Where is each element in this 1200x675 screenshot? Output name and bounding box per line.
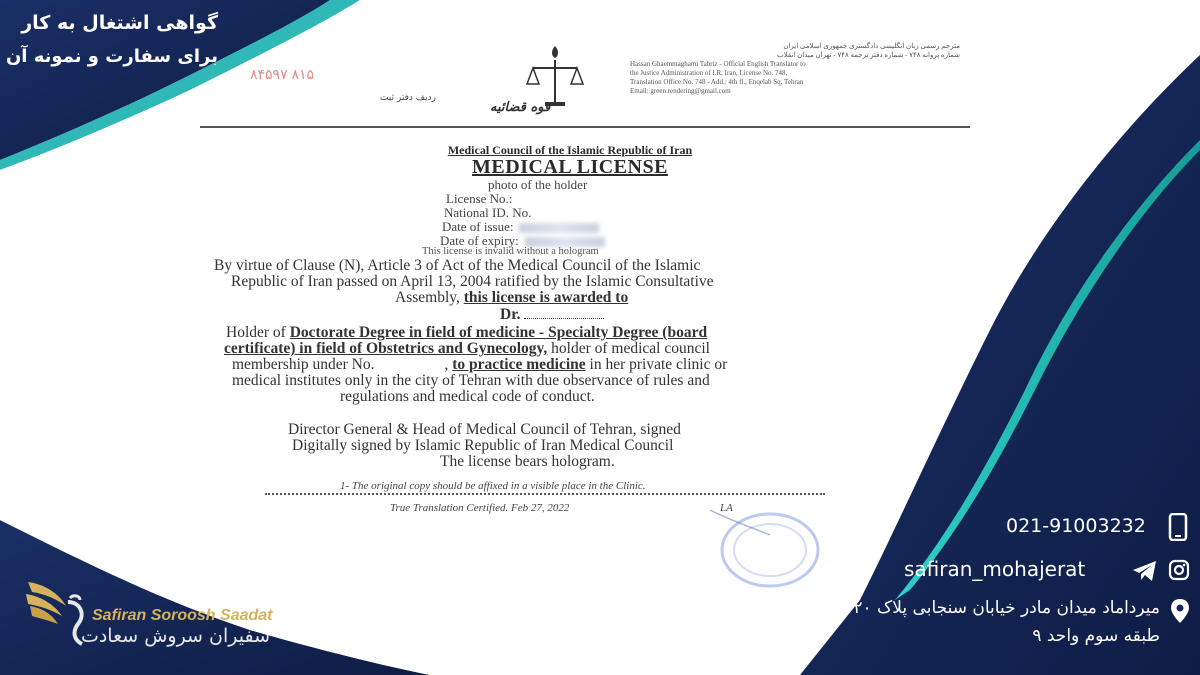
para1-line2: Republic of Iran passed on April 13, 2004 ratified by the Islamic Consultative	[231, 273, 714, 290]
address-line2: طبقه سوم واحد ۹	[1032, 626, 1160, 646]
license-no-label: License No.:	[446, 191, 513, 206]
sign-line1: Director General & Head of Medical Council of Tehran, signed	[288, 421, 681, 438]
para2-line1	[226, 325, 707, 341]
translator-line: the Justice Administration of I.R. Iran, License No. 748,	[630, 69, 788, 77]
para2-line3	[232, 357, 727, 373]
translator-line: Translation Office No. 748 - Add.: 4th fl., Enqelab Sq, Tehran	[630, 78, 804, 86]
medical-license-document	[190, 0, 990, 675]
date-of-issue-label: Date of issue:	[442, 219, 514, 234]
private-clinic: in her private clinic or	[589, 356, 728, 373]
para1-line3	[395, 290, 628, 306]
phone-icon	[1168, 513, 1188, 541]
awarded-phrase: this license is awarded to	[463, 289, 629, 306]
degree-text: Doctorate Degree in field of medicine - Specialty Degree (board	[289, 324, 708, 341]
specialty-text: certificate) in field of Obstetrics and Gynecology,	[224, 340, 548, 357]
banner-title-line2: برای سفارت و نمونه آن	[5, 46, 218, 67]
dr-label: Dr.	[500, 306, 521, 323]
stamp-number: ۸۴۵۹۷ ۸۱۵	[250, 66, 315, 82]
iran-emblem-icon	[552, 46, 558, 58]
judiciary-name: قوه قضائیه	[490, 100, 551, 115]
sign-line2: Digitally signed by Islamic Republic of Iran Medical Council	[292, 437, 674, 454]
hologram-note: This license is invalid without a hologram	[422, 246, 599, 257]
brand-name-fa: سفیران سروش سعادت	[80, 625, 270, 647]
dotted-divider	[265, 493, 825, 495]
translator-line: Email: green.rendering@gmail.com	[630, 87, 731, 95]
para2-line2	[224, 341, 710, 357]
para2-line5: regulations and medical code of conduct.	[340, 388, 595, 405]
official-stamp-icon	[710, 505, 820, 595]
redacted-date	[519, 223, 599, 233]
sign-line3: The license bears hologram.	[440, 453, 615, 470]
brand-name-en: Safiran Soroosh Saadat	[92, 607, 273, 624]
national-id-text: National ID. No.	[444, 205, 532, 220]
phone-number[interactable]: 021-91003232	[1006, 515, 1146, 537]
register-label: ردیف دفتر ثبت	[380, 93, 436, 103]
certified-note: True Translation Certified. Feb 27, 2022	[390, 502, 570, 514]
practice-text: to practice medicine	[452, 356, 586, 373]
instagram-icon[interactable]	[1168, 559, 1190, 581]
date-of-expiry-label: Date of expiry:	[440, 233, 519, 248]
social-handle[interactable]: safiran_mohajerat	[904, 557, 1086, 581]
photo-label: photo of the holder	[488, 177, 588, 192]
location-pin-icon	[1170, 598, 1190, 624]
header-divider	[200, 126, 970, 128]
footnote: 1- The original copy should be affixed in a visible place in the Clinic.	[340, 480, 646, 492]
holder-of: Holder of	[226, 324, 286, 341]
translator-info	[630, 42, 960, 96]
license-title: MEDICAL LICENSE	[472, 156, 668, 178]
translator-line: Hassan Ghaemmaghami Tabriz - Official English Translator to	[630, 60, 806, 68]
council-holder: holder of medical council	[551, 340, 710, 357]
address-line1: میرداماد میدان مادر خیابان سنجابی پلاک ۲۰	[853, 598, 1160, 618]
dr-row	[500, 307, 604, 323]
para1-assembly: Assembly,	[395, 289, 460, 306]
council-title: Medical Council of the Islamic Republic of Iran	[447, 143, 693, 157]
translator-line: شماره پروانه ۷۴۸ - شماره دفتر ترجمه ۷۴۸ - تهران میدان انقلاب	[777, 51, 960, 59]
para2-line4: medical institutes only in the city of Tehran with due observance of rules and	[232, 372, 710, 389]
certified-initials: LA	[720, 502, 733, 514]
comma: ,	[444, 356, 449, 373]
banner-title-line1: گواهی اشتغال به کار	[21, 12, 218, 34]
membership-no: membership under No.	[232, 356, 375, 373]
translator-line: مترجم رسمی زبان انگلیسی دادگستری جمهوری اسلامی ایران	[783, 42, 960, 50]
telegram-icon[interactable]	[1132, 560, 1158, 582]
dr-blank	[524, 318, 604, 319]
para1-line1: By virtue of Clause (N), Article 3 of Act of the Medical Council of the Islamic	[214, 257, 701, 274]
